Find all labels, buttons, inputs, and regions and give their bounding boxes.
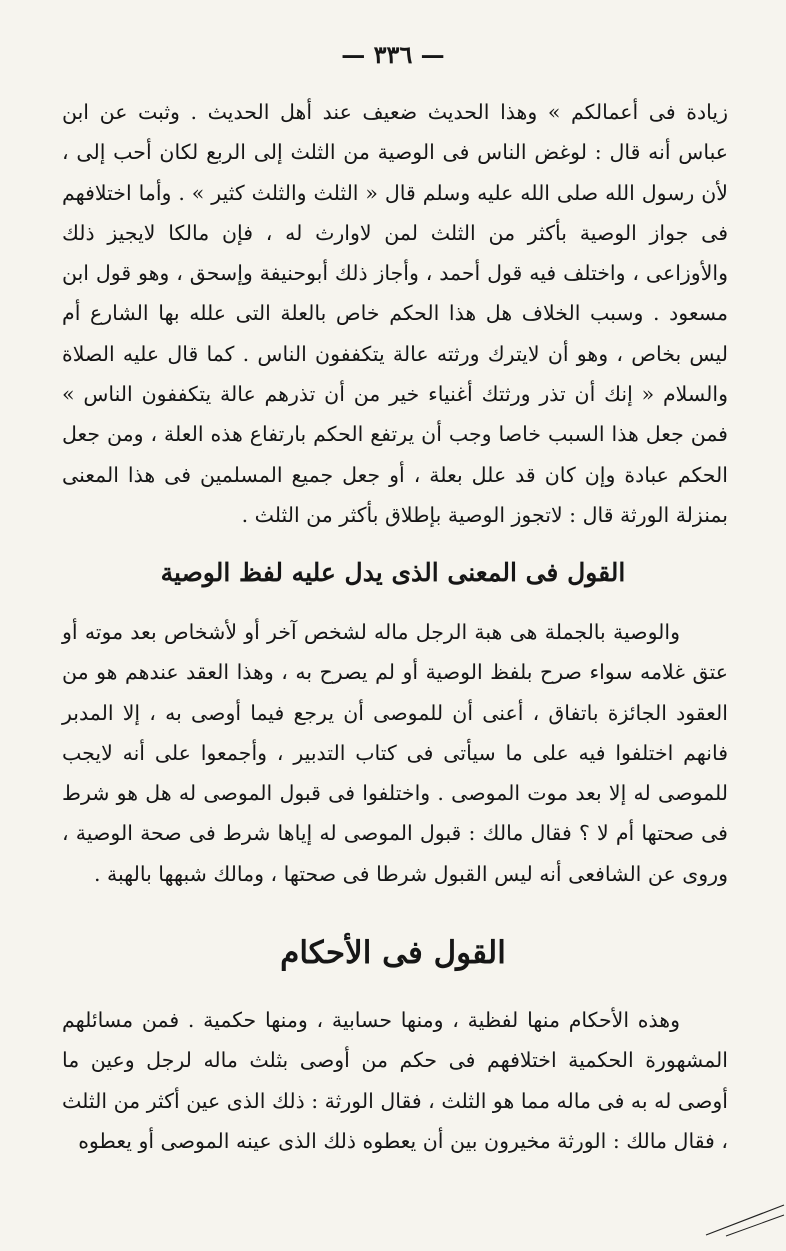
section-heading-rulings: القول فى الأحكام [280,935,506,971]
paragraph-text: وهذه الأحكام منها لفظية ، ومنها حسابية ، ومنها حكمية . فمن مسائلهم المشهورة الحكمية اختلافهم فى حكم من أوصى بثلث ماله لرجل وعين ما أوصى له به فى ماله مما هو الثلث ، فقال الورثة : ذلك الذى عين أكثر من الثلث ، فقال مالك : الورثة مخيرون بين أن يعطوه ذلك الذى عينه الموصى أو يعطوه [62,1008,728,1153]
paragraph-wasiyya-definition [62,612,728,894]
page-edge-marks [686,1201,786,1237]
section-heading-meaning-of-wasiyya: القول فى المعنى الذى يدل عليه لفظ الوصية [160,558,626,587]
paragraph-wasiyya-third [62,92,728,535]
paragraph-text: زيادة فى أعمالكم » وهذا الحديث ضعيف عند أهل الحديث . وثبت عن ابن عباس أنه قال : لوغض الناس فى الوصية من الثلث إلى الربع لكان أحب إلى ، لأن رسول الله صلى الله عليه وسلم قال « الثلث والثلث كثير » . وأما اختلافهم فى جواز الوصية بأكثر من الثلث لمن لاوارث له ، فإن مالكا لايجيز ذلك والأوزاعى ، واختلف فيه قول أحمد ، وأجاز ذلك أبوحنيفة وإسحق ، وهو قول ابن مسعود . وسبب الخلاف هل هذا الحكم خاص بالعلة التى علله بها الشارع أم ليس بخاص ، وهو أن لايترك ورثته عالة يتكففون الناس . كما قال عليه الصلاة والسلام « إنك أن تذر ورثتك أغنياء خير من أن تذرهم عالة يتكففون الناس » فمن جعل هذا السبب خاصا وجب أن يرتفع الحكم بارتفاع هذه العلة ، ومن جعل الحكم عبادة وإن كان قد علل بعلة ، أو جعل جميع المسلمين فى هذا المعنى بمنزلة الورثة قال : لاتجوز الوصية بإطلاق بأكثر من الثلث . [62,100,728,527]
paragraph-rulings [62,1000,728,1161]
page-number: — ٣٣٦ — [341,40,445,69]
paragraph-text: والوصية بالجملة هى هبة الرجل ماله لشخص آخر أو لأشخاص بعد موته أو عتق غلامه سواء صرح بلفظ الوصية أو لم يصرح به ، وهذا العقد عندهم هو من العقود الجائزة باتفاق ، أعنى أن للموصى أن يرجع فيما أوصى به ، إلا المدبر فانهم اختلفوا فيه على ما سيأتى فى كتاب التدبير ، وأجمعوا على أنه لايجب للموصى له إلا بعد موت الموصى . واختلفوا فى قبول الموصى له هل هو شرط فى صحتها أم لا ؟ فقال مالك : قبول الموصى له إياها شرط فى صحة الوصية ، وروى عن الشافعى أنه ليس القبول شرطا فى صحتها ، ومالك شبهها بالهبة . [62,620,728,886]
